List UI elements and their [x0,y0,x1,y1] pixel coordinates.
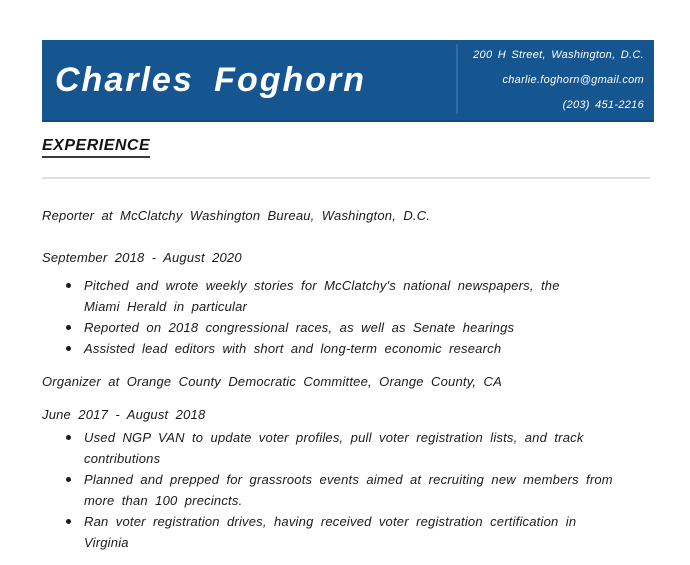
bullet-list [42,427,650,553]
bullet-dot [66,325,71,330]
bullet-item [42,427,650,469]
bullet-item [42,469,650,511]
bullet-item [42,338,650,359]
bullet-text: Used NGP VAN to update voter profiles, pull voter registration lists, and track contributions [84,430,584,466]
bullet-dot [66,435,71,440]
contact-address: 200 H Street, Washington, D.C. [473,48,644,61]
bullet-text: Planned and prepped for grassroots events aimed at recruiting new members from more than 100 precincts. [84,472,613,508]
contact-email: charlie.foghorn@gmail.com [502,73,644,86]
person-name: Charles Foghorn [55,60,367,99]
job-dates: September 2018 - August 2020 [42,250,242,265]
experience-heading: EXPERIENCE [42,137,150,158]
bullet-dot [66,519,71,524]
bullet-list [42,275,650,359]
resume-page [0,40,690,565]
contact-phone: (203) 451-2216 [562,98,644,111]
bullet-text: Ran voter registration drives, having received voter registration certification in Virginia [84,514,577,550]
bullet-dot [66,346,71,351]
job-title: Reporter at McClatchy Washington Bureau, Washington, D.C. [42,208,431,223]
bullet-item [42,511,650,553]
bullet-text: Reported on 2018 congressional races, as well as Senate hearings [84,320,515,335]
bullet-dot [66,477,71,482]
section-rule [42,177,650,179]
contact-block [473,43,654,118]
bullet-item [42,275,650,317]
bullet-dot [66,283,71,288]
bullet-item [42,317,650,338]
banner-divider [456,44,458,114]
job-dates: June 2017 - August 2018 [42,407,206,422]
job-title: Organizer at Orange County Democratic Committee, Orange County, CA [42,374,503,389]
bullet-text: Assisted lead editors with short and long-term economic research [84,341,502,356]
section-heading-row [42,137,650,158]
bullet-text: Pitched and wrote weekly stories for McClatchy's national newspapers, the Miami Herald in particular [84,278,560,314]
header-banner [42,40,654,122]
resume-body [42,137,650,553]
